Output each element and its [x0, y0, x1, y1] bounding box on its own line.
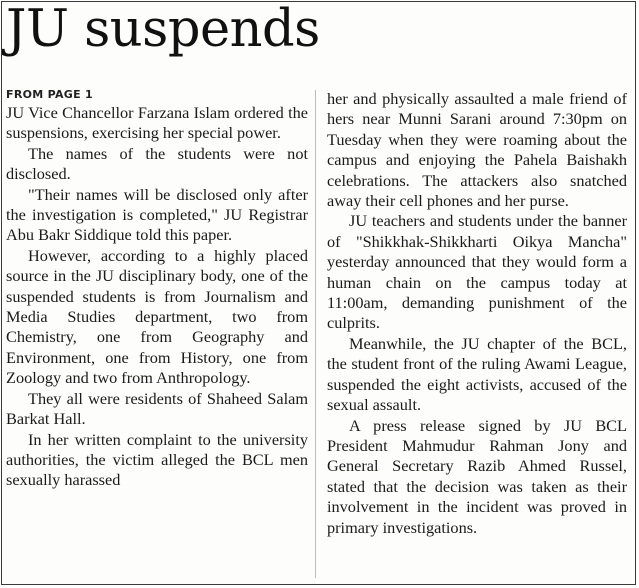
left-column — [6, 103, 308, 491]
paragraph: JU teachers and students under the banner of "Shikkhak-Shikkharti Oikya Mancha" yesterday announced that they would form a human chain on the campus today at 11:00am, demanding punishment of the culprits. — [327, 211, 627, 333]
paragraph: her and physically assaulted a male friend of hers near Munni Sarani around 7:30pm on Tuesday when they were roaming about the campus and enjoying the Pahela Baishakh celebrations. The attackers also snatched away their cell phones and her purse. — [327, 89, 627, 211]
paragraph: The names of the students were not disclosed. — [6, 143, 308, 184]
newspaper-clipping — [1, 1, 636, 585]
paragraph: However, according to a highly placed source in the JU disciplinary body, one of the suspended students is from Journalism and Media Studies department, two from Chemistry, one from Geography and Environment, one from History, one from Zoology and two from Anthropology. — [6, 245, 308, 388]
paragraph: "Their names will be disclosed only after the investigation is completed," JU Registrar Abu Bakr Siddique told this paper. — [6, 184, 308, 245]
paragraph: JU Vice Chancellor Farzana Islam ordered the suspensions, exercising her special power. — [6, 103, 308, 143]
headline: JU suspends — [6, 1, 320, 59]
right-column — [327, 89, 627, 538]
column-divider — [315, 90, 316, 578]
paragraph: A press release signed by JU BCL President Mahmudur Rahman Jony and General Secretary Razib Ahmed Russel, stated that the decision was taken as their involvement in the incident was proved in primary investigations. — [327, 415, 627, 537]
paragraph: They all were residents of Shaheed Salam Barkat Hall. — [6, 388, 308, 429]
jump-label: FROM PAGE 1 — [6, 88, 94, 101]
paragraph: In her written complaint to the university authorities, the victim alleged the BCL men sexually harassed — [6, 429, 308, 490]
paragraph: Meanwhile, the JU chapter of the BCL, the student front of the ruling Awami League, suspended the eight activists, accused of the sexual assault. — [327, 333, 627, 415]
